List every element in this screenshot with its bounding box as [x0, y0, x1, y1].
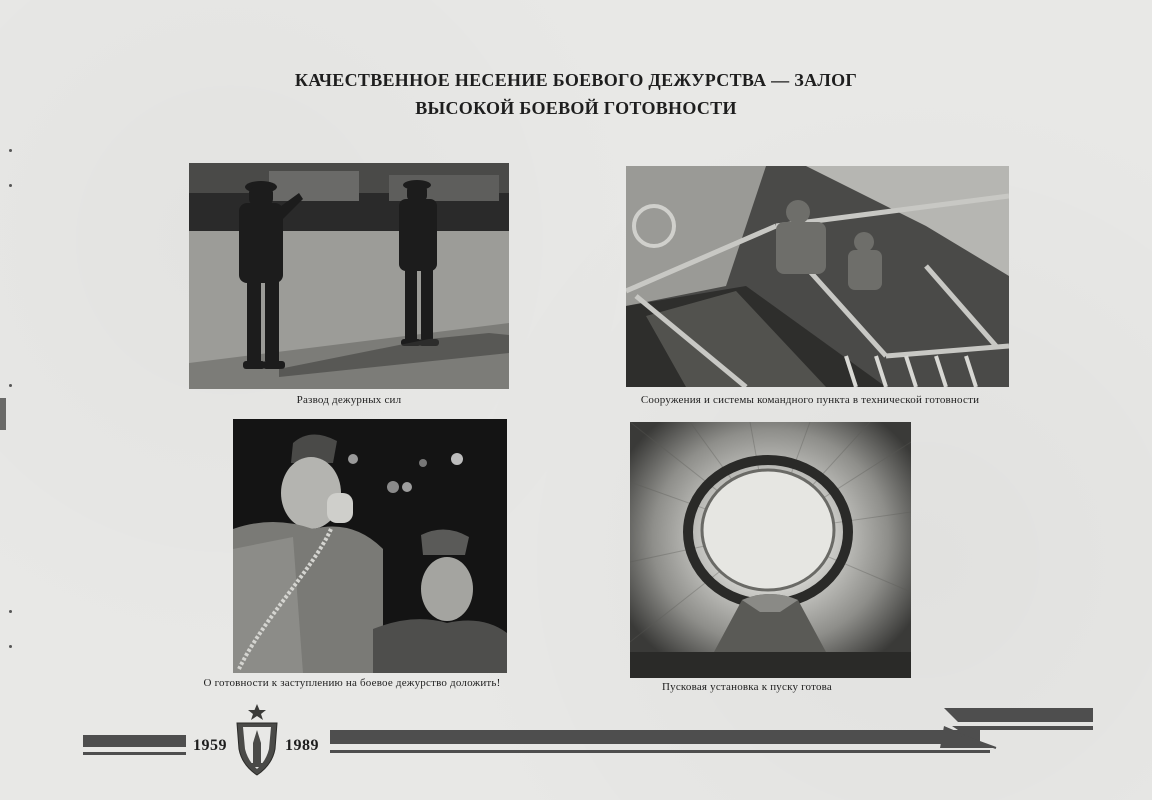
- margin-dot: [9, 184, 12, 187]
- title-line-1: КАЧЕСТВЕННОЕ НЕСЕНИЕ БОЕВОГО ДЕЖУРСТВА — ЗАЛОГ: [294, 70, 858, 90]
- title-line-2: ВЫСОКОЙ БОЕВОЙ ГОТОВНОСТИ: [415, 98, 737, 118]
- anniversary-emblem-icon: [232, 703, 282, 777]
- photo-duty-report-telephone: [233, 419, 507, 673]
- photo-launcher-ready: [630, 422, 911, 678]
- margin-dot: [9, 384, 12, 387]
- year-end: 1989: [285, 737, 319, 754]
- year-start: 1959: [193, 737, 227, 754]
- page-title: [0, 66, 1152, 122]
- footer-band-main: [330, 730, 980, 744]
- photo-command-post-systems: [626, 166, 1009, 387]
- footer-ribbon-icon: [930, 704, 1096, 756]
- photo-caption-3: О готовности к заступлению на боевое дежурство доложить!: [203, 677, 501, 689]
- photo-caption-1: Развод дежурных сил: [296, 394, 402, 406]
- margin-dot: [9, 149, 12, 152]
- footer-band-left: [83, 735, 186, 747]
- footer-line-main: [330, 750, 990, 753]
- photo-caption-2: Сооружения и системы командного пункта в технической готовности: [640, 394, 980, 406]
- margin-tab: [0, 398, 6, 430]
- photo-duty-forces-briefing: [189, 163, 509, 389]
- margin-dot: [9, 610, 12, 613]
- footer-line-left: [83, 752, 186, 755]
- photo-caption-4: Пусковая установка к пуску готова: [661, 681, 833, 693]
- margin-dot: [9, 645, 12, 648]
